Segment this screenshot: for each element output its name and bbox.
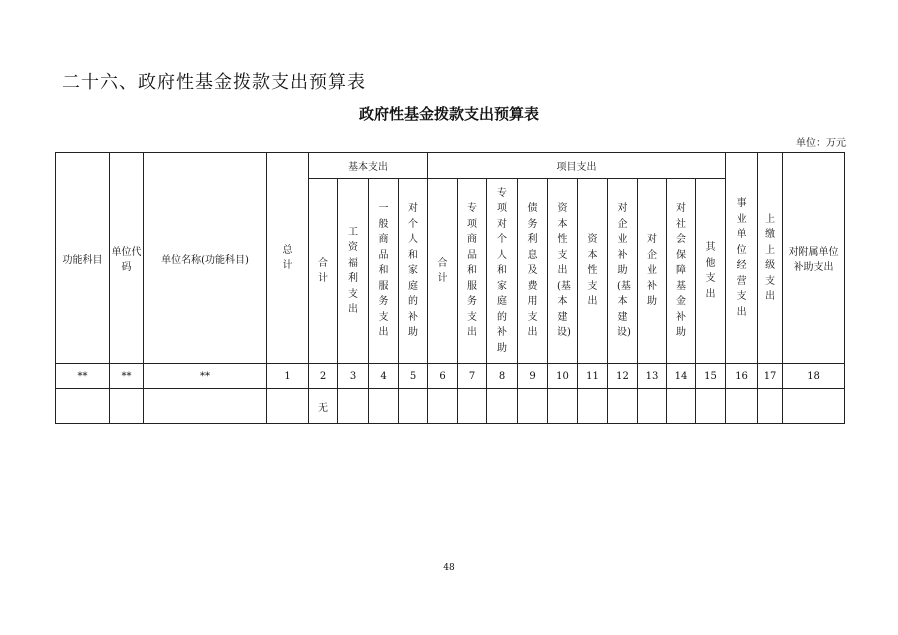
number-cell: 14: [667, 364, 696, 389]
header-personal-family-subsidy: 专项对个人和家庭的补助: [487, 179, 518, 364]
header-wage-welfare: 工资福利支出: [338, 179, 369, 364]
number-cell: 13: [638, 364, 667, 389]
number-cell: 12: [608, 364, 638, 389]
header-func-subject: 功能科目: [56, 153, 110, 364]
header-special-goods: 专项商品和服务支出: [458, 179, 487, 364]
header-debt-interest: 债务利息及费用支出: [518, 179, 548, 364]
number-cell: 1: [267, 364, 309, 389]
data-cell: [518, 389, 548, 424]
data-cell: [56, 389, 110, 424]
data-cell: [458, 389, 487, 424]
data-cell: [638, 389, 667, 424]
number-cell: 8: [487, 364, 518, 389]
data-cell: [110, 389, 144, 424]
data-cell: [578, 389, 608, 424]
number-cell: 6: [428, 364, 458, 389]
number-cell: **: [56, 364, 110, 389]
header-personal-family: 对个人和家庭的补助: [399, 179, 428, 364]
number-cell: 2: [309, 364, 338, 389]
number-row: [56, 364, 845, 389]
number-cell: 10: [548, 364, 578, 389]
data-cell: [758, 389, 783, 424]
header-subordinate-subsidy: 对附属单位补助支出: [783, 153, 845, 364]
header-other: 其他支出: [696, 179, 726, 364]
data-cell: [726, 389, 758, 424]
data-cell: [487, 389, 518, 424]
header-enterprise: 对企业补助: [638, 179, 667, 364]
header-row-groups: [56, 153, 845, 179]
data-cell: [338, 389, 369, 424]
header-enterprise-basic: 对企业补助(基本建设): [608, 179, 638, 364]
header-total: 总计: [267, 153, 309, 364]
number-cell: 7: [458, 364, 487, 389]
header-basic-subtotal: 合计: [309, 179, 338, 364]
budget-table: [55, 152, 845, 424]
number-cell: 11: [578, 364, 608, 389]
number-cell: 16: [726, 364, 758, 389]
header-project-subtotal: 合计: [428, 179, 458, 364]
table-title: 政府性基金拨款支出预算表: [358, 105, 539, 123]
unit-label: 单位：万元: [796, 138, 846, 149]
data-cell: [369, 389, 399, 424]
number-cell: 5: [399, 364, 428, 389]
header-public-institution: 事业单位经营支出: [726, 153, 758, 364]
table-row: [56, 389, 845, 424]
data-cell: [428, 389, 458, 424]
page-number: 48: [443, 563, 455, 573]
number-cell: 15: [696, 364, 726, 389]
number-cell: 4: [369, 364, 399, 389]
data-cell: [399, 389, 428, 424]
data-cell-basic-subtotal: 无: [309, 389, 338, 424]
data-cell: [608, 389, 638, 424]
number-cell: 3: [338, 364, 369, 389]
data-cell: [144, 389, 267, 424]
header-unit-name: 单位名称(功能科目): [144, 153, 267, 364]
header-social-security: 对社会保障基金补助: [667, 179, 696, 364]
header-basic-group: 基本支出: [309, 153, 428, 179]
header-project-group: 项目支出: [428, 153, 726, 179]
number-cell: **: [144, 364, 267, 389]
header-capital: 资本性支出: [578, 179, 608, 364]
number-cell: **: [110, 364, 144, 389]
section-heading: 二十六、政府性基金拨款支出预算表: [62, 72, 366, 93]
data-cell: [696, 389, 726, 424]
data-cell: [267, 389, 309, 424]
header-unit-code: 单位代码: [110, 153, 144, 364]
number-cell: 9: [518, 364, 548, 389]
header-goods-services: 一般商品和服务支出: [369, 179, 399, 364]
header-payment-superior: 上缴上级支出: [758, 153, 783, 364]
data-cell: [783, 389, 845, 424]
data-cell: [667, 389, 696, 424]
number-cell: 18: [783, 364, 845, 389]
data-cell: [548, 389, 578, 424]
number-cell: 17: [758, 364, 783, 389]
header-capital-basic: 资本性支出(基本建设): [548, 179, 578, 364]
